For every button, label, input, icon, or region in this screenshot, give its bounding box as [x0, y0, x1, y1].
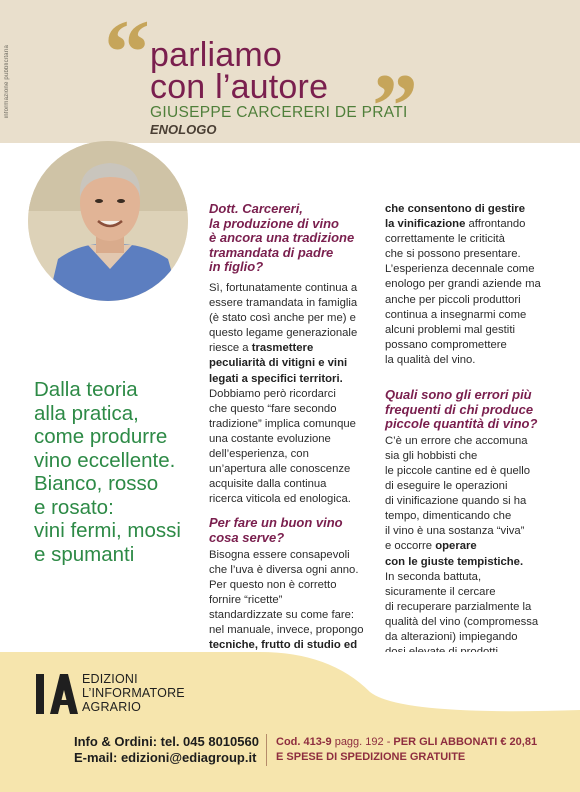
- answer-line: C’è un errore che accomuna: [385, 434, 528, 447]
- answer-emphasis: trasmettere: [251, 342, 314, 355]
- author-photo: [28, 141, 188, 301]
- publisher-name: [82, 672, 185, 714]
- question-3: [385, 388, 575, 432]
- question-line: frequenti di chi produce: [385, 401, 534, 417]
- answer-line: alcuni problemi mal gestiti: [385, 323, 515, 336]
- answer-line: ricerca viticola ed enologica.: [209, 493, 351, 506]
- sidebar-heading-line: vino eccellente.: [34, 448, 176, 472]
- answer-emphasis: operare: [435, 540, 477, 553]
- offer-info: [276, 735, 537, 765]
- contact-email[interactable]: E-mail: edizioni@ediagroup.it: [74, 750, 257, 765]
- sidebar-heading-line: Bianco, rosso: [34, 472, 159, 495]
- answer-line: Per questo non è corretto: [209, 578, 337, 591]
- question-line: cosa serve?: [209, 529, 285, 545]
- answer-line: nel manuale, invece, propongo: [209, 624, 364, 637]
- answer-line: di recuperare parzialmente la: [385, 600, 532, 613]
- answer-line: [385, 539, 575, 554]
- author-name: GIUSEPPE CARCERERI DE PRATI: [150, 104, 408, 121]
- answer-2: [209, 548, 379, 669]
- answer-line: acquisite dalla continua: [209, 478, 327, 491]
- answer-line: che l’uva è diversa ogni anno.: [209, 563, 359, 576]
- sidebar-heading-line: Dalla teoria: [34, 378, 138, 401]
- question-line: Dott. Carcereri,: [209, 201, 303, 216]
- title-line-1: parliamo: [150, 36, 282, 74]
- question-line: è ancora una tradizione: [209, 230, 355, 246]
- answer-line: Dobbiamo però ricordarci: [209, 387, 336, 400]
- author-portrait: [28, 141, 188, 301]
- answer-1: [209, 281, 379, 507]
- answer-line: questo legame generazionale: [209, 327, 358, 340]
- answer-line: essere tramandata in famiglia: [209, 297, 358, 310]
- answer-text: affrontando: [465, 218, 526, 231]
- publisher-name-line: EDIZIONI: [82, 672, 138, 686]
- answer-line: fornire “ricette”: [209, 593, 283, 606]
- contact-info: [74, 734, 259, 766]
- answer-3: [385, 434, 575, 676]
- answer-line: che consentono di gestire: [385, 203, 525, 215]
- footer-divider: [266, 734, 267, 766]
- question-line: in figlio?: [209, 259, 264, 275]
- answer-text: riesce a: [209, 342, 252, 355]
- answer-line: continua a insegnarmi come: [385, 308, 527, 321]
- question-1: [209, 202, 379, 275]
- offer-code: Cod. 413-9: [276, 736, 332, 748]
- sidebar-heading-line: e spumanti: [34, 542, 135, 566]
- author-role: ENOLOGO: [150, 122, 217, 137]
- answer-line: qualità del vino (compromessa: [385, 615, 539, 628]
- question-line: la produzione di vino: [209, 215, 339, 231]
- question-line: Per fare un buon vino: [209, 515, 343, 531]
- answer-line: (è stato così anche per me) e: [209, 312, 356, 325]
- offer-pages: pagg. 192 -: [331, 736, 394, 748]
- sidebar-heading: [34, 378, 204, 566]
- sidebar-heading-line: come produrre: [34, 425, 168, 448]
- answer-line: enologo per grandi aziende ma: [385, 278, 541, 291]
- answer-emphasis: la vinificazione: [385, 218, 466, 231]
- answer-line: [385, 217, 575, 232]
- opening-quote-mark: “: [104, 1, 150, 103]
- answer-line: di vinificazione quando si ha: [385, 495, 527, 508]
- answer-line: che questo “fare secondo: [209, 402, 337, 415]
- publisher-logo-icon: [36, 672, 78, 716]
- answer-line: tradizione” implica comunque: [209, 417, 356, 430]
- answer-line: una costante evoluzione: [209, 432, 331, 445]
- answer-line: Bisogna essere consapevoli: [209, 548, 350, 561]
- sidebar-heading-line: vini fermi, mossi: [34, 519, 181, 542]
- answer-line: un’apertura alle conoscenze: [209, 463, 351, 476]
- question-line: Quali sono gli errori più: [385, 387, 532, 403]
- answer-line: dell’esperienza, con: [209, 448, 309, 460]
- question-line: tramandata di padre: [209, 244, 334, 260]
- answer-line: le piccole cantine ed è quello: [385, 465, 531, 477]
- question-2: [209, 516, 379, 545]
- answer-line: tecniche, frutto di studio ed: [209, 639, 358, 652]
- answer-line: correttamente le criticità: [385, 233, 505, 246]
- answer-line: peculiarità di vitigni e vini: [209, 357, 348, 370]
- interview-column-1: [209, 202, 379, 668]
- answer-line: da alterazioni) impiegando: [385, 631, 518, 644]
- answer-line: standardizzate su come fare:: [209, 608, 355, 621]
- answer-line: legati a specifici territori.: [209, 372, 343, 385]
- contact-phone: Info & Ordini: tel. 045 8010560: [74, 734, 259, 749]
- answer-line: Sì, fortunatamente continua a: [209, 281, 358, 294]
- answer-line: di eseguire le operazioni: [385, 480, 508, 493]
- answer-line: il vino è una sostanza “viva”: [385, 525, 525, 538]
- interview-column-2: [385, 202, 575, 675]
- answer-line: In seconda battuta,: [385, 570, 482, 583]
- answer-line: che si possono presentare.: [385, 248, 521, 261]
- publisher-name-line: L’INFORMATORE: [82, 686, 185, 700]
- advertising-label: informazione pubblicitaria: [4, 45, 10, 119]
- question-line: piccole quantità di vino?: [385, 416, 538, 432]
- answer-line: L’esperienza decennale come: [385, 263, 535, 276]
- answer-line: [209, 341, 379, 356]
- answer-text: e occorre: [385, 540, 436, 553]
- offer-line-1: [276, 735, 537, 750]
- answer-line: possano compromettere: [385, 338, 507, 351]
- publisher-name-line: AGRARIO: [82, 700, 142, 714]
- sidebar-heading-line: e rosato:: [34, 495, 114, 519]
- closing-quote-mark: ”: [372, 55, 418, 157]
- answer-line: sicuramente il cercare: [385, 585, 496, 598]
- answer-line: la qualità del vino.: [385, 353, 476, 366]
- answer-2-continued: [385, 202, 575, 368]
- answer-line: tempo, dimenticando che: [385, 510, 512, 523]
- answer-line: con le giuste tempistiche.: [385, 555, 524, 568]
- title-line-2: con l’autore: [150, 68, 329, 106]
- answer-line: anche per piccoli produttori: [385, 293, 521, 306]
- answer-line: sia gli hobbisti che: [385, 449, 478, 462]
- offer-price: PER GLI ABBONATI € 20,81: [393, 736, 538, 748]
- sidebar-heading-line: alla pratica,: [34, 401, 139, 425]
- offer-line-2: E SPESE DI SPEDIZIONE GRATUITE: [276, 751, 466, 763]
